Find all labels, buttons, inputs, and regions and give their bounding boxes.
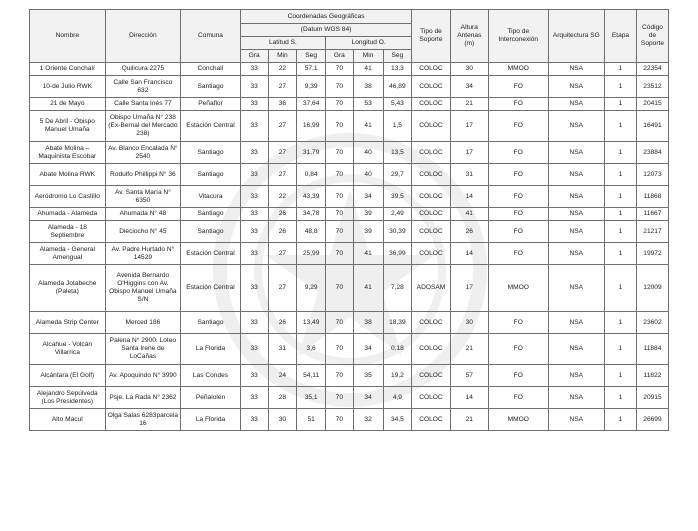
cell-nombre: Alto Macul (30, 409, 106, 431)
cell-interconexion: FO (488, 208, 548, 221)
cell-tipo: COLOC (412, 98, 450, 111)
cell-comuna: Conchalí (181, 63, 241, 76)
cell-lon-gra: 70 (326, 221, 354, 243)
cell-lat-gra: 33 (240, 312, 268, 334)
cell-direccion: Palena N° 2900. Loteo Santa Irene de LoCañas (105, 334, 181, 365)
cell-etapa: 1 (605, 365, 637, 387)
cell-lon-seg: 46,89 (383, 76, 412, 98)
cell-arquitectura: NSA (548, 221, 604, 243)
cell-nombre: Alcántara (El Golf) (30, 365, 106, 387)
header-lat-seg: Seg (297, 50, 326, 63)
cell-lat-gra: 33 (240, 186, 268, 208)
cell-lat-min: 31 (268, 334, 297, 365)
cell-tipo: COLOC (412, 63, 450, 76)
cell-lat-seg: 34,78 (297, 208, 326, 221)
cell-altura: 30 (450, 63, 488, 76)
cell-lat-gra: 33 (240, 365, 268, 387)
cell-nombre: Alejandro Sepúlveda (Los Presidentes) (30, 387, 106, 409)
cell-tipo: COLOC (412, 312, 450, 334)
cell-arquitectura: NSA (548, 409, 604, 431)
cell-interconexion: FO (488, 142, 548, 164)
cell-lon-min: 40 (353, 142, 383, 164)
cell-tipo: COLOC (412, 111, 450, 142)
cell-tipo: ADOSAM (412, 265, 450, 312)
table-row (30, 76, 669, 98)
cell-arquitectura: NSA (548, 98, 604, 111)
cell-direccion: Dieciocho N° 45 (105, 221, 181, 243)
cell-lat-min: 27 (268, 142, 297, 164)
cell-etapa: 1 (605, 186, 637, 208)
cell-lon-min: 34 (353, 186, 383, 208)
header-nombre: Nombre (30, 10, 106, 63)
header-lat-gra: Gra (240, 50, 268, 63)
cell-lat-gra: 33 (240, 63, 268, 76)
header-lon-gra: Gra (326, 50, 354, 63)
table-row (30, 334, 669, 365)
cell-lat-seg: 25,99 (297, 243, 326, 265)
cell-etapa: 1 (605, 76, 637, 98)
cell-tipo: COLOC (412, 76, 450, 98)
cell-codigo: 22354 (636, 63, 668, 76)
cell-interconexion: FO (488, 334, 548, 365)
cell-comuna: Santiago (181, 208, 241, 221)
cell-comuna: Estación Central (181, 111, 241, 142)
cell-lon-min: 35 (353, 365, 383, 387)
cell-lon-gra: 70 (326, 76, 354, 98)
cell-comuna: La Florida (181, 334, 241, 365)
cell-arquitectura: NSA (548, 76, 604, 98)
cell-lat-seg: 57,1 (297, 63, 326, 76)
cell-codigo: 20415 (636, 98, 668, 111)
cell-lat-min: 30 (268, 409, 297, 431)
cell-lat-seg: 37,64 (297, 98, 326, 111)
table-row (30, 186, 669, 208)
cell-codigo: 12009 (636, 265, 668, 312)
cell-lon-seg: 19,2 (383, 365, 412, 387)
cell-lat-seg: 3,6 (297, 334, 326, 365)
cell-direccion: Calle Santa Inés 77 (105, 98, 181, 111)
header-interconexion: Tipo de Interconexión (488, 10, 548, 63)
cell-lat-gra: 33 (240, 265, 268, 312)
table-row (30, 111, 669, 142)
cell-lon-min: 39 (353, 221, 383, 243)
cell-direccion: Quilicura 2275 (105, 63, 181, 76)
cell-etapa: 1 (605, 63, 637, 76)
cell-lon-min: 32 (353, 409, 383, 431)
cell-lat-min: 27 (268, 164, 297, 186)
cell-direccion: Obispo Umaña N° 238 (Ex-Bernal del Mercado 238) (105, 111, 181, 142)
cell-lon-gra: 70 (326, 387, 354, 409)
cell-lon-seg: 30,39 (383, 221, 412, 243)
cell-interconexion: FO (488, 98, 548, 111)
table-row (30, 365, 669, 387)
cell-altura: 17 (450, 265, 488, 312)
cell-lat-seg: 31,79 (297, 142, 326, 164)
cell-direccion: Av. Apoquindo N° 3990 (105, 365, 181, 387)
cell-arquitectura: NSA (548, 111, 604, 142)
cell-direccion: Olga Salas 6283parcela 16 (105, 409, 181, 431)
cell-arquitectura: NSA (548, 334, 604, 365)
header-coordenadas: Coordenadas Geográficas (240, 10, 411, 24)
cell-altura: 21 (450, 409, 488, 431)
cell-lat-gra: 33 (240, 409, 268, 431)
cell-interconexion: MMOO (488, 265, 548, 312)
table-row (30, 409, 669, 431)
cell-lat-min: 27 (268, 265, 297, 312)
cell-etapa: 1 (605, 142, 637, 164)
cell-nombre: Alameda - 18 Septiembre (30, 221, 106, 243)
cell-comuna: La Florida (181, 409, 241, 431)
cell-lon-min: 40 (353, 164, 383, 186)
cell-altura: 30 (450, 312, 488, 334)
header-datum: (Datum WGS 84) (240, 24, 411, 37)
cell-codigo: 23512 (636, 76, 668, 98)
antenna-sites-table (29, 9, 669, 431)
cell-etapa: 1 (605, 312, 637, 334)
cell-lon-gra: 70 (326, 265, 354, 312)
table-row (30, 208, 669, 221)
cell-direccion: Av. Santa María N° 6350 (105, 186, 181, 208)
header-etapa: Etapa (605, 10, 637, 63)
cell-lat-min: 27 (268, 76, 297, 98)
cell-lon-gra: 70 (326, 365, 354, 387)
cell-arquitectura: NSA (548, 265, 604, 312)
cell-lat-seg: 9,39 (297, 76, 326, 98)
table-row (30, 63, 669, 76)
cell-lon-seg: 2,49 (383, 208, 412, 221)
cell-lon-gra: 70 (326, 111, 354, 142)
cell-altura: 34 (450, 76, 488, 98)
cell-comuna: Santiago (181, 312, 241, 334)
cell-interconexion: FO (488, 186, 548, 208)
cell-interconexion: FO (488, 111, 548, 142)
cell-etapa: 1 (605, 334, 637, 365)
cell-arquitectura: NSA (548, 63, 604, 76)
cell-arquitectura: NSA (548, 186, 604, 208)
cell-lon-seg: 34,5 (383, 409, 412, 431)
table-body (30, 63, 669, 431)
cell-direccion: Ahumada N° 48 (105, 208, 181, 221)
cell-lat-min: 24 (268, 365, 297, 387)
cell-direccion: Merced 186 (105, 312, 181, 334)
cell-comuna: Peñaflor (181, 98, 241, 111)
cell-codigo: 26699 (636, 409, 668, 431)
cell-direccion: Calle San Francisco 632 (105, 76, 181, 98)
cell-tipo: COLOC (412, 409, 450, 431)
cell-lon-seg: 18,39 (383, 312, 412, 334)
header-latitud: Latitud S. (240, 37, 325, 50)
cell-comuna: Santiago (181, 164, 241, 186)
cell-tipo: COLOC (412, 208, 450, 221)
cell-altura: 31 (450, 164, 488, 186)
document-page (29, 9, 669, 431)
cell-comuna: Santiago (181, 142, 241, 164)
cell-lat-gra: 33 (240, 334, 268, 365)
cell-tipo: COLOC (412, 142, 450, 164)
cell-lat-min: 26 (268, 221, 297, 243)
cell-altura: 41 (450, 208, 488, 221)
cell-lon-gra: 70 (326, 243, 354, 265)
cell-lat-gra: 33 (240, 243, 268, 265)
cell-lon-min: 41 (353, 265, 383, 312)
cell-codigo: 12073 (636, 164, 668, 186)
cell-codigo: 23884 (636, 142, 668, 164)
cell-lat-min: 36 (268, 98, 297, 111)
cell-direccion: Avenida Bernardo O'Higgins con Av. Obispo Manuel Umaña S/N (105, 265, 181, 312)
table-row (30, 312, 669, 334)
cell-lon-seg: 0,18 (383, 334, 412, 365)
cell-lon-seg: 36,99 (383, 243, 412, 265)
cell-lon-seg: 13,3 (383, 63, 412, 76)
cell-nombre: 1 Oriente Conchalí (30, 63, 106, 76)
cell-etapa: 1 (605, 387, 637, 409)
header-lon-min: Min (353, 50, 383, 63)
table-row (30, 387, 669, 409)
cell-lat-min: 26 (268, 312, 297, 334)
cell-codigo: 16491 (636, 111, 668, 142)
cell-direccion: Rodulfo Phillippi N° 36 (105, 164, 181, 186)
cell-lat-gra: 33 (240, 111, 268, 142)
header-lon-seg: Seg (383, 50, 412, 63)
cell-interconexion: MMOO (488, 409, 548, 431)
table-row (30, 221, 669, 243)
table-row (30, 243, 669, 265)
cell-nombre: 10-de Julio RWK (30, 76, 106, 98)
cell-lon-gra: 70 (326, 63, 354, 76)
cell-lon-gra: 70 (326, 312, 354, 334)
cell-lon-gra: 70 (326, 186, 354, 208)
cell-codigo: 11822 (636, 365, 668, 387)
cell-lon-gra: 70 (326, 98, 354, 111)
cell-lon-gra: 70 (326, 164, 354, 186)
cell-nombre: Alameda Jotabeche (Paleta) (30, 265, 106, 312)
cell-codigo: 20915 (636, 387, 668, 409)
cell-direccion: Av. Blanco Encalada N° 2540 (105, 142, 181, 164)
cell-interconexion: FO (488, 164, 548, 186)
cell-lat-seg: 0,84 (297, 164, 326, 186)
cell-etapa: 1 (605, 409, 637, 431)
cell-lon-seg: 5,43 (383, 98, 412, 111)
cell-lon-gra: 70 (326, 334, 354, 365)
cell-lon-min: 41 (353, 63, 383, 76)
cell-lat-seg: 51 (297, 409, 326, 431)
cell-etapa: 1 (605, 265, 637, 312)
cell-lon-min: 41 (353, 111, 383, 142)
cell-nombre: Aeródromo Lo Castillo (30, 186, 106, 208)
cell-comuna: Santiago (181, 76, 241, 98)
cell-nombre: 21 de Mayo (30, 98, 106, 111)
cell-etapa: 1 (605, 221, 637, 243)
cell-interconexion: FO (488, 76, 548, 98)
cell-nombre: Ahumada - Alameda (30, 208, 106, 221)
cell-lat-min: 22 (268, 63, 297, 76)
cell-lat-gra: 33 (240, 387, 268, 409)
cell-interconexion: FO (488, 243, 548, 265)
cell-arquitectura: NSA (548, 365, 604, 387)
cell-lat-gra: 33 (240, 142, 268, 164)
cell-comuna: Peñalolén (181, 387, 241, 409)
cell-lon-seg: 39,5 (383, 186, 412, 208)
cell-altura: 17 (450, 142, 488, 164)
cell-interconexion: FO (488, 312, 548, 334)
cell-arquitectura: NSA (548, 243, 604, 265)
header-altura: Altura Antenas (m) (450, 10, 488, 63)
cell-lat-seg: 54,11 (297, 365, 326, 387)
cell-lat-seg: 13,49 (297, 312, 326, 334)
table-row (30, 265, 669, 312)
cell-nombre: Abate Molina – Maquinista Escobar (30, 142, 106, 164)
cell-lat-min: 26 (268, 208, 297, 221)
header-direccion: Dirección (105, 10, 181, 63)
cell-altura: 17 (450, 111, 488, 142)
cell-lat-seg: 16,99 (297, 111, 326, 142)
cell-altura: 21 (450, 334, 488, 365)
cell-arquitectura: NSA (548, 312, 604, 334)
cell-tipo: COLOC (412, 387, 450, 409)
cell-lat-gra: 33 (240, 208, 268, 221)
header-comuna: Comuna (181, 10, 241, 63)
cell-lat-gra: 33 (240, 76, 268, 98)
cell-lon-gra: 70 (326, 208, 354, 221)
cell-lat-min: 27 (268, 243, 297, 265)
cell-tipo: COLOC (412, 334, 450, 365)
cell-etapa: 1 (605, 98, 637, 111)
cell-interconexion: FO (488, 221, 548, 243)
header-tipo-soporte: Tipo de Soporte (412, 10, 450, 63)
cell-altura: 21 (450, 98, 488, 111)
cell-arquitectura: NSA (548, 387, 604, 409)
cell-codigo: 11667 (636, 208, 668, 221)
cell-lon-min: 39 (353, 208, 383, 221)
cell-etapa: 1 (605, 243, 637, 265)
cell-lat-min: 28 (268, 387, 297, 409)
cell-nombre: Alameda - General Amengual (30, 243, 106, 265)
cell-codigo: 23602 (636, 312, 668, 334)
cell-interconexion: MMOO (488, 63, 548, 76)
cell-comuna: Santiago (181, 221, 241, 243)
cell-interconexion: FO (488, 387, 548, 409)
cell-comuna: Estación Central (181, 243, 241, 265)
cell-lat-min: 27 (268, 111, 297, 142)
cell-nombre: Abate Molina RWK (30, 164, 106, 186)
cell-lat-seg: 35,1 (297, 387, 326, 409)
cell-comuna: Estación Central (181, 265, 241, 312)
cell-codigo: 19972 (636, 243, 668, 265)
cell-codigo: 11884 (636, 334, 668, 365)
cell-lon-min: 41 (353, 243, 383, 265)
cell-lon-seg: 29,7 (383, 164, 412, 186)
cell-lon-min: 53 (353, 98, 383, 111)
cell-altura: 14 (450, 387, 488, 409)
cell-lon-min: 34 (353, 387, 383, 409)
cell-lon-min: 38 (353, 76, 383, 98)
cell-nombre: 5 De Abril - Obispo Manuel Umaña (30, 111, 106, 142)
cell-lon-seg: 7,28 (383, 265, 412, 312)
cell-tipo: COLOC (412, 243, 450, 265)
cell-lat-seg: 43,39 (297, 186, 326, 208)
cell-altura: 26 (450, 221, 488, 243)
cell-lat-gra: 33 (240, 98, 268, 111)
cell-arquitectura: NSA (548, 208, 604, 221)
cell-lon-gra: 70 (326, 409, 354, 431)
cell-tipo: COLOC (412, 164, 450, 186)
cell-lat-gra: 33 (240, 221, 268, 243)
cell-lon-seg: 4,9 (383, 387, 412, 409)
cell-lon-seg: 13,5 (383, 142, 412, 164)
table-row (30, 164, 669, 186)
cell-lat-gra: 33 (240, 164, 268, 186)
cell-direccion: Av. Padre Hurtado N° 14529 (105, 243, 181, 265)
cell-tipo: COLOC (412, 221, 450, 243)
header-longitud: Longitud O. (326, 37, 412, 50)
cell-tipo: COLOC (412, 365, 450, 387)
cell-lon-gra: 70 (326, 142, 354, 164)
cell-tipo: COLOC (412, 186, 450, 208)
table-row (30, 142, 669, 164)
cell-altura: 57 (450, 365, 488, 387)
cell-nombre: Alcahue - Volcán Villarrica (30, 334, 106, 365)
cell-lon-seg: 1,5 (383, 111, 412, 142)
cell-altura: 14 (450, 243, 488, 265)
cell-lon-min: 34 (353, 334, 383, 365)
header-arquitectura: Arquitectura SG (548, 10, 604, 63)
header-lat-min: Min (268, 50, 297, 63)
cell-interconexion: FO (488, 365, 548, 387)
cell-arquitectura: NSA (548, 164, 604, 186)
cell-lat-seg: 9,29 (297, 265, 326, 312)
cell-lat-min: 22 (268, 186, 297, 208)
cell-etapa: 1 (605, 111, 637, 142)
cell-altura: 14 (450, 186, 488, 208)
cell-direccion: Psje. La Rada N° 2362 (105, 387, 181, 409)
cell-etapa: 1 (605, 208, 637, 221)
table-row (30, 98, 669, 111)
cell-codigo: 21217 (636, 221, 668, 243)
cell-etapa: 1 (605, 164, 637, 186)
cell-comuna: Vitacura (181, 186, 241, 208)
cell-lon-min: 38 (353, 312, 383, 334)
cell-comuna: Las Condes (181, 365, 241, 387)
header-codigo: Código de Soporte (636, 10, 668, 63)
cell-codigo: 11868 (636, 186, 668, 208)
cell-arquitectura: NSA (548, 142, 604, 164)
cell-lat-seg: 48,8 (297, 221, 326, 243)
cell-nombre: Alameda Strip Center (30, 312, 106, 334)
